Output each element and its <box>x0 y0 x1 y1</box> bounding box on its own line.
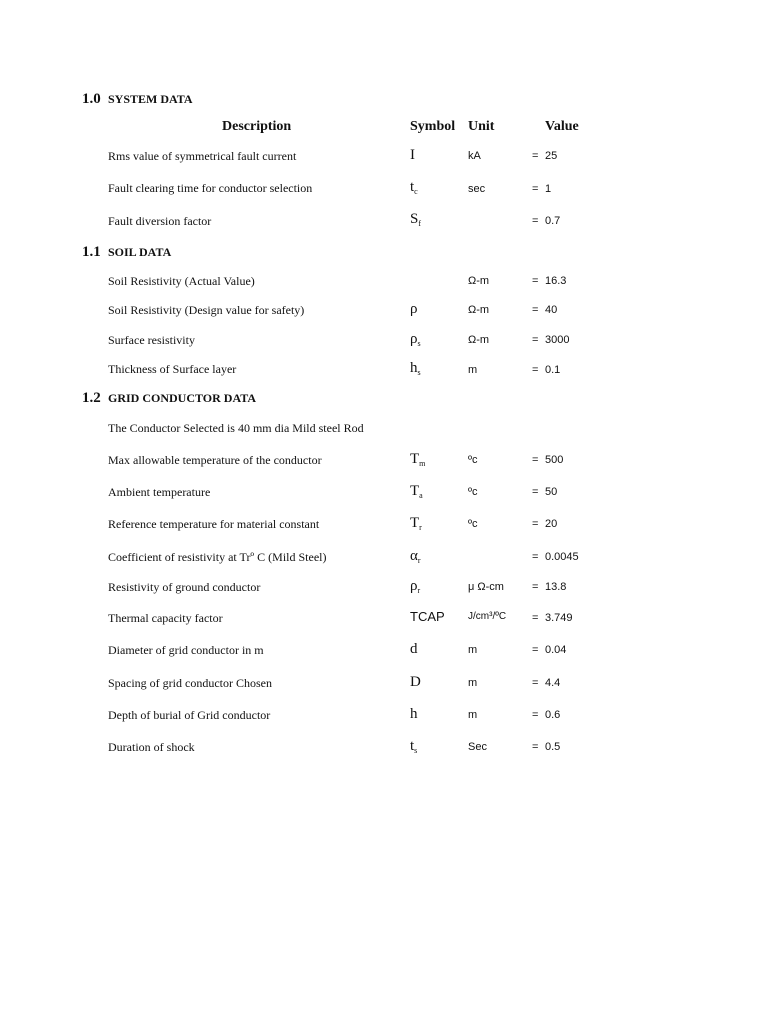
row-desc: Reference temperature for material constant <box>108 517 320 531</box>
row-desc: Soil Resistivity (Actual Value) <box>108 274 255 288</box>
row-value: 40 <box>545 304 558 316</box>
row-desc: Fault clearing time for conductor selection <box>108 181 313 195</box>
section-heading-grid-conductor-data <box>82 389 257 407</box>
row-symbol: $T_r$ <box>410 515 422 532</box>
row-equals: = <box>532 741 539 753</box>
row-equals: = <box>532 612 539 624</box>
section-heading-system-data <box>82 90 193 108</box>
row-value: 500 <box>545 454 564 466</box>
row-equals: = <box>532 486 539 498</box>
section-title: SYSTEM DATA <box>108 92 193 106</box>
row-symbol: $h_s$ <box>410 360 421 377</box>
row-value: 0.04 <box>545 644 567 656</box>
row-unit: ºc <box>468 486 478 498</box>
row-desc: Max allowable temperature of the conductor <box>108 453 322 467</box>
column-header-symbol: Symbol <box>410 119 456 134</box>
row-unit: m <box>468 364 478 376</box>
row-unit: Sec <box>468 741 487 753</box>
row-symbol: $t_s$ <box>410 738 418 755</box>
column-header-value: Value <box>545 119 579 134</box>
row-symbol: I <box>410 147 415 163</box>
row-value: 16.3 <box>545 275 567 287</box>
column-header-unit: Unit <box>468 119 495 134</box>
column-header-description: Description <box>222 119 292 134</box>
row-symbol: $\alpha_r$ <box>410 548 421 565</box>
row-desc: Thermal capacity factor <box>108 611 223 625</box>
row-equals: = <box>532 304 539 316</box>
row-desc: Coefficient of resistivity at Trº C (Mild Steel) <box>108 550 327 564</box>
row-value: 13.8 <box>545 581 567 593</box>
row-unit: ºc <box>468 518 478 530</box>
row-value: 1 <box>545 183 552 195</box>
row-desc: Duration of shock <box>108 740 195 754</box>
row-equals: = <box>532 551 539 563</box>
row-desc: Thickness of Surface layer <box>108 362 237 376</box>
row-desc: Resistivity of ground conductor <box>108 580 261 594</box>
row-value: 0.1 <box>545 364 561 376</box>
row-value: 0.0045 <box>545 551 579 563</box>
row-desc: Diameter of grid conductor in m <box>108 643 264 657</box>
row-unit: Ω-m <box>468 304 490 316</box>
row-symbol: D <box>410 674 421 690</box>
row-unit: m <box>468 677 478 689</box>
row-desc: Ambient temperature <box>108 485 211 499</box>
section-number: 1.0 <box>82 91 101 107</box>
row-value: 50 <box>545 486 558 498</box>
row-equals: = <box>532 677 539 689</box>
row-unit: Ω-m <box>468 275 490 287</box>
row-value: 0.7 <box>545 215 561 227</box>
row-symbol: ρ <box>410 301 418 317</box>
row-symbol: $S_f$ <box>410 211 422 228</box>
row-desc: Depth of burial of Grid conductor <box>108 708 271 722</box>
row-desc: Rms value of symmetrical fault current <box>108 149 297 163</box>
row-symbol: $T_a$ <box>410 483 423 500</box>
row-equals: = <box>532 183 539 195</box>
row-equals: = <box>532 150 539 162</box>
row-equals: = <box>532 364 539 376</box>
section-title: GRID CONDUCTOR DATA <box>108 391 257 405</box>
row-symbol: h <box>410 706 418 722</box>
row-value: 3.749 <box>545 612 573 624</box>
row-unit: Ω-m <box>468 334 490 346</box>
row-unit: J/cm³/ºC <box>468 611 507 622</box>
conductor-note: The Conductor Selected is 40 mm dia Mild steel Rod <box>108 421 364 435</box>
row-desc: Spacing of grid conductor Chosen <box>108 676 272 690</box>
row-desc: Fault diversion factor <box>108 214 212 228</box>
row-symbol: $\rho_s$ <box>410 331 421 348</box>
row-unit: m <box>468 644 478 656</box>
row-symbol: $\rho_r$ <box>410 578 421 595</box>
row-desc: Surface resistivity <box>108 333 195 347</box>
row-symbol: TCAP <box>410 609 445 624</box>
row-value: 0.5 <box>545 741 561 753</box>
row-unit: sec <box>468 183 486 195</box>
row-equals: = <box>532 215 539 227</box>
row-equals: = <box>532 334 539 346</box>
row-unit: m <box>468 709 478 721</box>
row-equals: = <box>532 454 539 466</box>
row-value: 3000 <box>545 334 570 346</box>
row-unit: ºc <box>468 454 478 466</box>
row-equals: = <box>532 709 539 721</box>
row-value: 20 <box>545 518 558 530</box>
row-value: 25 <box>545 150 558 162</box>
section-title: SOIL DATA <box>108 245 172 259</box>
row-unit: μ Ω-cm <box>468 581 504 593</box>
row-equals: = <box>532 275 539 287</box>
row-equals: = <box>532 644 539 656</box>
row-unit: kA <box>468 150 481 162</box>
row-desc: Soil Resistivity (Design value for safety) <box>108 303 305 317</box>
row-value: 4.4 <box>545 677 561 689</box>
section-number: 1.1 <box>82 244 101 260</box>
row-equals: = <box>532 581 539 593</box>
row-symbol: $T_m$ <box>410 451 426 468</box>
section-heading-soil-data <box>82 243 172 261</box>
section-number: 1.2 <box>82 390 101 406</box>
row-symbol: $t_c$ <box>410 179 418 196</box>
row-value: 0.6 <box>545 709 561 721</box>
row-symbol: d <box>410 641 418 657</box>
row-equals: = <box>532 518 539 530</box>
